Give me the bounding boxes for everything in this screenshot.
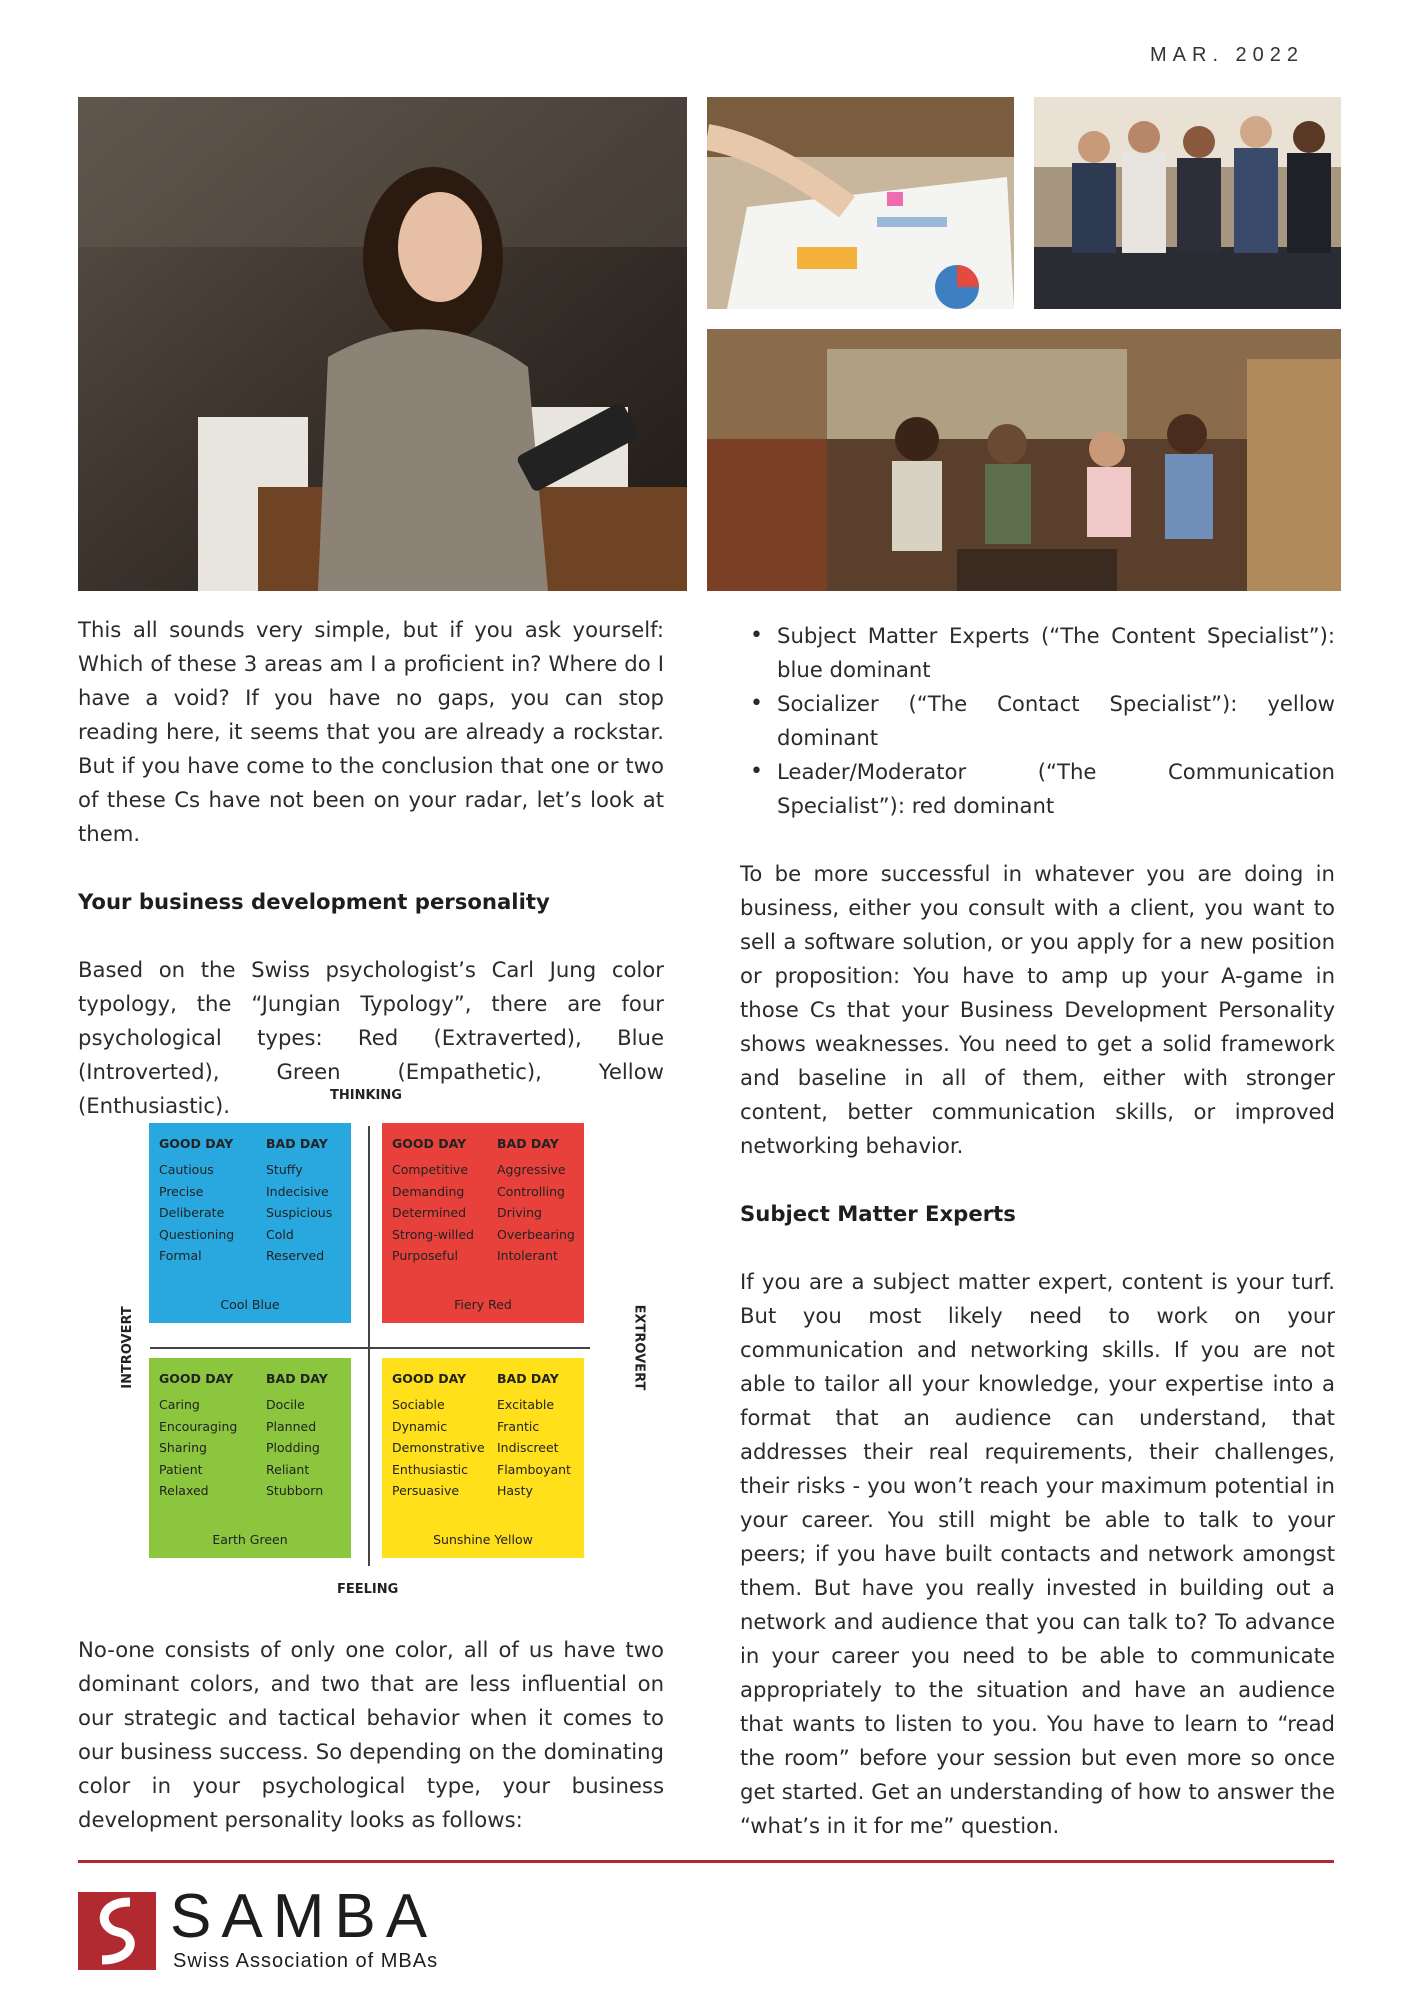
right-column bbox=[740, 619, 1335, 1843]
trait: Formal bbox=[159, 1248, 202, 1263]
trait: Suspicious bbox=[266, 1205, 333, 1220]
good-day-header: GOOD DAY bbox=[159, 1136, 234, 1151]
axis-bottom-label: FEELING bbox=[337, 1582, 399, 1597]
sme-paragraph: If you are a subject matter expert, content is your turf. But you most likely need to work on your communication and networking skills. If you are not able to tailor all your knowledge, your expertise into a format that an audience can understand, that addresses their real requirements, their challenges, their risks - you won’t reach your maximum potential in your career. You still might be able to talk to your peers; if you have built contacts and network amongst them. But have you really invested in building out a network and audience that you can talk to? To advance in your career you need to be able to communicate appropriately to the situation and have an audience that wants to listen to you. You have to learn to “read the room” before your session but even more so once get started. Get an understanding of how to answer the “what’s in it for me” question. bbox=[740, 1269, 1335, 1838]
trait: Caring bbox=[159, 1397, 200, 1412]
quadrant-fiery-red bbox=[382, 1123, 584, 1323]
trait: Stuffy bbox=[266, 1162, 303, 1177]
good-day-list bbox=[159, 1394, 237, 1502]
trait: Sharing bbox=[159, 1440, 207, 1455]
axis-top-label: THINKING bbox=[330, 1088, 402, 1103]
colors-paragraph: No-one consists of only one color, all of us have two dominant colors, and two that are less influential on our strategic and tactical behavior when it comes to our business success. So depending on the dominating color in your psychological type, your business development personality looks as follows: bbox=[78, 1637, 664, 1832]
trait: Docile bbox=[266, 1397, 305, 1412]
trait: Indecisive bbox=[266, 1183, 329, 1199]
bad-day-list bbox=[497, 1394, 571, 1502]
trait: Hasty bbox=[497, 1483, 533, 1498]
axis-right-label: EXTROVERT bbox=[631, 1304, 647, 1391]
trait: Plodding bbox=[266, 1440, 320, 1455]
trait: Enthusiastic bbox=[392, 1461, 468, 1477]
good-day-list bbox=[392, 1159, 474, 1267]
quadrant-name: Earth Green bbox=[212, 1531, 288, 1547]
jungian-color-diagram bbox=[112, 1088, 647, 1618]
horizontal-divider bbox=[150, 1347, 590, 1349]
logo-wordmark: SAMBA bbox=[170, 1882, 438, 1951]
good-day-list bbox=[392, 1394, 485, 1502]
left-column-continued bbox=[78, 1633, 664, 1837]
quadrant-earth-green bbox=[149, 1358, 351, 1558]
quadrant-name: Sunshine Yellow bbox=[433, 1531, 533, 1547]
intro-paragraph: This all sounds very simple, but if you ask yourself: Which of these 3 areas am I a proficient in? Where do I have a void? If you have no gaps, you can stop reading here, it seems that you are already a rockstar. But if you have come to the conclusion that one or two of these Cs have not been on your radar, let’s look at them. bbox=[78, 617, 664, 846]
trait: Overbearing bbox=[497, 1226, 575, 1242]
bad-day-header: BAD DAY bbox=[497, 1371, 559, 1386]
audience-clapping-photo bbox=[1034, 97, 1341, 309]
trait: Demonstrative bbox=[392, 1440, 485, 1455]
list-item: • Socializer (“The Contact Specialist”): yellow dominant bbox=[740, 687, 1335, 755]
good-day-header: GOOD DAY bbox=[392, 1136, 467, 1151]
trait: Precise bbox=[159, 1183, 204, 1199]
personality-list bbox=[740, 619, 1335, 823]
trait: Sociable bbox=[392, 1397, 445, 1412]
bad-day-list bbox=[266, 1159, 332, 1267]
trait: Driving bbox=[497, 1205, 542, 1220]
team-meeting-photo bbox=[707, 329, 1341, 591]
good-day-header: GOOD DAY bbox=[392, 1371, 467, 1386]
quadrant-name: Cool Blue bbox=[220, 1296, 280, 1312]
trait: Cautious bbox=[159, 1162, 214, 1177]
trait: Dynamic bbox=[392, 1418, 448, 1434]
bad-day-header: BAD DAY bbox=[266, 1136, 328, 1151]
vertical-divider bbox=[368, 1126, 370, 1566]
trait: Encouraging bbox=[159, 1418, 238, 1434]
trait: Reliant bbox=[266, 1461, 310, 1477]
trait: Excitable bbox=[497, 1397, 555, 1412]
trait: Deliberate bbox=[159, 1205, 225, 1220]
list-item: • Leader/Moderator (“The Communication Specialist”): red dominant bbox=[740, 755, 1335, 823]
bad-day-header: BAD DAY bbox=[266, 1371, 328, 1386]
trait: Questioning bbox=[159, 1226, 235, 1242]
success-paragraph: To be more successful in whatever you are doing in business, either you consult with a client, you want to sell a software solution, or you apply for a new position or proposition: You have to amp up your A-game in those Cs that your Business Development Personality shows weaknesses. You need to get a solid framework and baseline in all of them, either with stronger content, better communication skills, or improved networking behavior. bbox=[740, 861, 1335, 1158]
quadrant-cool-blue bbox=[149, 1123, 351, 1323]
list-item: • Subject Matter Experts (“The Content Specialist”): blue dominant bbox=[740, 619, 1335, 687]
jung-paragraph: Based on the Swiss psychologist’s Carl Jung color typology, the “Jungian Typology”, there are four psychological types: Red (Extraverted), Blue (Introverted), Green (Empathetic), Yellow (Enthusiastic). bbox=[78, 957, 664, 1118]
trait: Controlling bbox=[497, 1183, 565, 1199]
trait: Patient bbox=[159, 1461, 203, 1477]
bad-day-list bbox=[266, 1394, 323, 1502]
trait: Persuasive bbox=[392, 1483, 460, 1498]
sme-heading: Subject Matter Experts bbox=[740, 1201, 1016, 1226]
logo-subtitle: Swiss Association of MBAs bbox=[173, 1950, 439, 1972]
bad-day-list bbox=[497, 1159, 575, 1267]
trait: Aggressive bbox=[497, 1162, 566, 1177]
charts-on-table-photo bbox=[707, 97, 1014, 309]
trait: Frantic bbox=[497, 1418, 540, 1434]
trait: Strong-willed bbox=[392, 1226, 474, 1242]
good-day-header: GOOD DAY bbox=[159, 1371, 234, 1386]
issue-date: MAR. 2022 bbox=[1150, 44, 1305, 66]
trait: Competitive bbox=[392, 1162, 469, 1177]
trait: Flamboyant bbox=[497, 1461, 571, 1477]
trait: Indiscreet bbox=[497, 1440, 559, 1455]
bad-day-header: BAD DAY bbox=[497, 1136, 559, 1151]
trait: Determined bbox=[392, 1205, 467, 1220]
trait: Demanding bbox=[392, 1183, 465, 1199]
trait: Purposeful bbox=[392, 1248, 458, 1263]
footer-divider bbox=[78, 1860, 1334, 1863]
quadrant-name: Fiery Red bbox=[454, 1296, 512, 1312]
trait: Planned bbox=[266, 1418, 317, 1434]
woman-with-tablet-photo bbox=[78, 97, 687, 591]
axis-left-label: INTROVERT bbox=[119, 1306, 135, 1389]
trait: Stubborn bbox=[266, 1483, 324, 1498]
trait: Cold bbox=[266, 1226, 294, 1242]
trait: Reserved bbox=[266, 1248, 325, 1263]
trait: Intolerant bbox=[497, 1248, 558, 1263]
trait: Relaxed bbox=[159, 1483, 209, 1498]
personality-heading: Your business development personality bbox=[78, 889, 550, 914]
samba-logo-icon bbox=[78, 1892, 156, 1970]
quadrant-sunshine-yellow bbox=[382, 1358, 584, 1558]
good-day-list bbox=[159, 1159, 234, 1267]
left-column bbox=[78, 613, 664, 1123]
